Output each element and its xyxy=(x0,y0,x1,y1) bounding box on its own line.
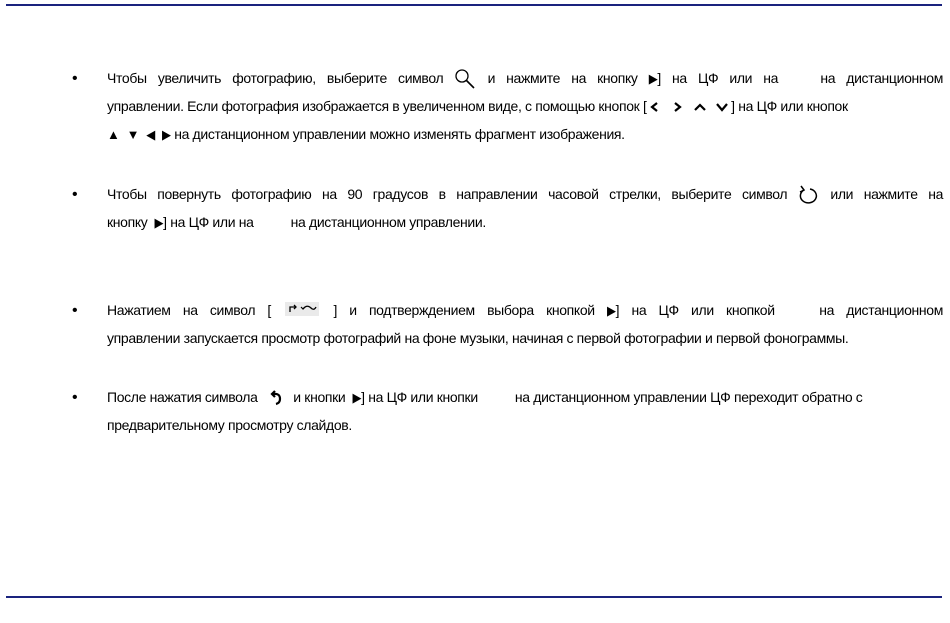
right-glyph: ▶ xyxy=(162,127,171,142)
back-arrow-icon xyxy=(268,390,286,406)
play-glyph: ▶ xyxy=(154,215,164,230)
down-glyph: ▼ xyxy=(126,127,140,142)
bullet-3: • xyxy=(72,302,78,319)
up-glyph: ▲ xyxy=(107,127,120,142)
left-glyph: ◀ xyxy=(146,127,155,142)
header-rule xyxy=(6,4,942,6)
chevron-left-icon xyxy=(647,101,665,113)
bullet-2: • xyxy=(72,186,78,203)
paragraph-rotate: Чтобы повернуть фотографию на 90 градусов в направлении часовой стрелки, выберите символ или нажмите на кнопку ▶] на ЦФ или на на дистанционном управлении. xyxy=(107,180,943,236)
paragraph-back: После нажатия символа и кнопки ▶] на ЦФ или кнопки на дистанционном управлении ЦФ переходит обратно с предварительному просмотру слайдов. xyxy=(107,383,943,439)
play-glyph: ▶ xyxy=(352,390,362,405)
chevron-right-icon xyxy=(668,101,686,113)
rotate-clockwise-icon xyxy=(798,185,820,205)
footer-rule xyxy=(6,596,942,598)
magnifier-icon xyxy=(454,68,476,90)
play-glyph: ▶ xyxy=(607,303,616,318)
paragraph-slideshow: Нажатием на символ [ ] и подтверждением выбора кнопкой ▶] на ЦФ или кнопкой на дистанционном управлении запускается просмотр фотографий на фоне музыки, начиная с первой фотографии и первой фонограммы. xyxy=(107,296,943,352)
chevron-down-icon xyxy=(713,101,731,113)
chevron-up-icon xyxy=(690,101,710,113)
bullet-1: • xyxy=(72,70,78,87)
play-glyph: ▶ xyxy=(648,71,658,86)
bullet-4: • xyxy=(72,389,78,406)
paragraph-zoom: Чтобы увеличить фотографию, выберите символ и нажмите на кнопку ▶] на ЦФ или на на дистанционном управлении. Если фотография изображается в увеличенном виде, с помощью кнопок [ ] на ЦФ или кнопок ▲ ▼ ◀ ▶ на дистанционном управлении можно изменять фрагмент изображения. xyxy=(107,64,943,148)
slideshow-music-icon xyxy=(285,297,319,325)
